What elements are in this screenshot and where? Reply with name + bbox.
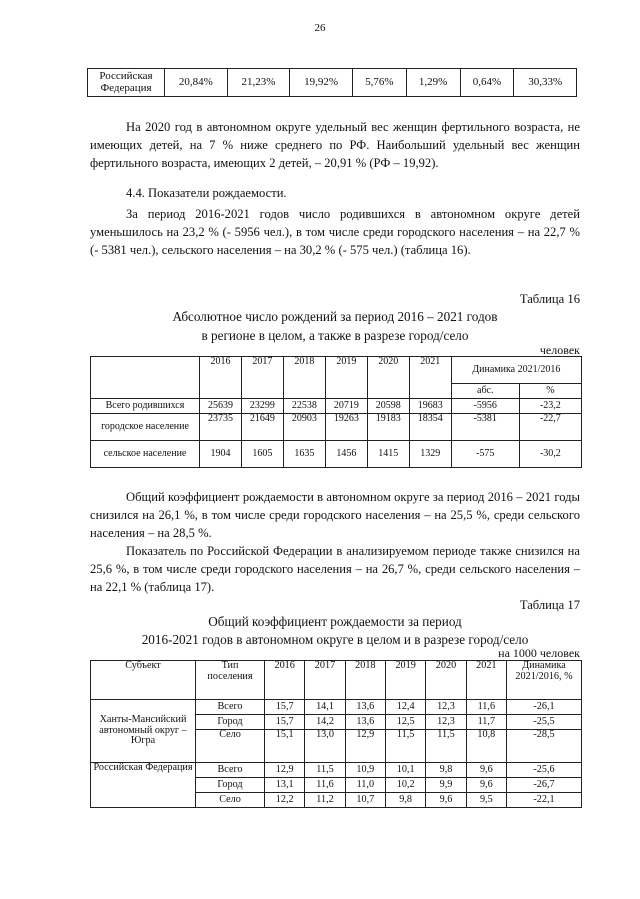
year-header: 2020 bbox=[426, 661, 466, 700]
table-cell: 9,6 bbox=[466, 763, 506, 778]
table-cell: -575 bbox=[451, 441, 519, 468]
year-header: 2018 bbox=[283, 357, 325, 399]
table-cell: 12,5 bbox=[385, 715, 425, 730]
table-cell: 1605 bbox=[241, 441, 283, 468]
table-cell: 19263 bbox=[325, 414, 367, 441]
table-cell: 10,7 bbox=[345, 793, 385, 808]
table-cell: 1904 bbox=[200, 441, 242, 468]
year-header: 2018 bbox=[345, 661, 385, 700]
year-header: 2021 bbox=[409, 357, 451, 399]
table-cell: 11,5 bbox=[385, 730, 425, 763]
table-cell: -28,5 bbox=[507, 730, 582, 763]
table-cell: 21,23% bbox=[227, 69, 290, 97]
table17-label: Таблица 17 bbox=[519, 598, 580, 612]
table-cell: -5956 bbox=[451, 399, 519, 414]
table17-unit: на 1000 человек bbox=[498, 646, 580, 660]
page-number: 26 bbox=[314, 22, 326, 34]
table-cell: 9,8 bbox=[385, 793, 425, 808]
row-label: сельское население bbox=[91, 441, 200, 468]
table-row bbox=[91, 399, 582, 414]
year-header: 2021 bbox=[466, 661, 506, 700]
table-cell: 12,2 bbox=[265, 793, 305, 808]
table-cell: 11,6 bbox=[466, 700, 506, 715]
paragraph-birth-rate-region: Общий коэффициент рождаемости в автономном округе за период 2016 – 2021 годы снизился на 26,1 %, в том числе среди городского населения – на 25,5 %, среди сельского населения – на 28,5 %. bbox=[90, 490, 580, 540]
abs-header: абс. bbox=[451, 384, 519, 399]
table-cell: 23735 bbox=[200, 414, 242, 441]
subject-cell: Российская Федерация bbox=[91, 763, 196, 808]
dynamics-header: Динамика 2021/2016, % bbox=[507, 661, 582, 700]
subject-header: Субъект bbox=[91, 661, 196, 700]
table16 bbox=[90, 356, 582, 468]
paragraph-fertile-women: На 2020 год в автономном округе удельный вес женщин фертильного возраста, не имеющих детей, на 7 % ниже среднего по РФ. Наибольший удельный вес женщин фертильного возраста, имеющих 2 детей, – 20,91 % (РФ – 19,92). bbox=[90, 120, 580, 170]
table-cell: 11,5 bbox=[305, 763, 345, 778]
table-cell: 23299 bbox=[241, 399, 283, 414]
table-cell: 9,8 bbox=[426, 763, 466, 778]
table-cell: 22538 bbox=[283, 399, 325, 414]
table-cell: -26,7 bbox=[507, 778, 582, 793]
table-cell: 14,1 bbox=[305, 700, 345, 715]
table-cell: -23,2 bbox=[519, 399, 581, 414]
table-cell: 12,9 bbox=[345, 730, 385, 763]
year-header: 2016 bbox=[265, 661, 305, 700]
table-cell: -22,7 bbox=[519, 414, 581, 441]
table-cell: 15,7 bbox=[265, 715, 305, 730]
table-row bbox=[91, 763, 582, 778]
table-row bbox=[91, 414, 582, 441]
row-label: Российская Федерация bbox=[88, 69, 165, 97]
table-cell: -22,1 bbox=[507, 793, 582, 808]
table-row bbox=[88, 69, 577, 97]
table-cell: 1329 bbox=[409, 441, 451, 468]
table16-label: Таблица 16 bbox=[519, 292, 580, 306]
year-header: 2017 bbox=[305, 661, 345, 700]
section-heading: 4.4. Показатели рождаемости. bbox=[126, 186, 287, 200]
table-cell: 9,6 bbox=[466, 778, 506, 793]
type-cell: Город bbox=[196, 778, 265, 793]
table-cell: 11,7 bbox=[466, 715, 506, 730]
year-header: 2019 bbox=[325, 357, 367, 399]
table-cell: 11,0 bbox=[345, 778, 385, 793]
table-cell: 21649 bbox=[241, 414, 283, 441]
table-cell: 11,2 bbox=[305, 793, 345, 808]
table-cell: 9,5 bbox=[466, 793, 506, 808]
table-cell: 1415 bbox=[367, 441, 409, 468]
table-cell: 12,3 bbox=[426, 700, 466, 715]
table-cell: 13,6 bbox=[345, 715, 385, 730]
table-cell: -30,2 bbox=[519, 441, 581, 468]
table17-subtitle: 2016-2021 годов в автономном округе в целом и в разрезе город/село bbox=[141, 632, 529, 647]
year-header: 2017 bbox=[241, 357, 283, 399]
type-cell: Село bbox=[196, 730, 265, 763]
header-empty bbox=[91, 357, 200, 399]
table17-title: Общий коэффициент рождаемости за период bbox=[208, 614, 462, 629]
table-cell: 13,0 bbox=[305, 730, 345, 763]
subject-cell: Ханты-Мансийский автономный округ – Югра bbox=[91, 700, 196, 763]
pct-header: % bbox=[519, 384, 581, 399]
table-cell: 9,6 bbox=[426, 793, 466, 808]
table-cell: 15,1 bbox=[265, 730, 305, 763]
table-cell: 13,1 bbox=[265, 778, 305, 793]
table-cell: -26,1 bbox=[507, 700, 582, 715]
table-cell: 19,92% bbox=[290, 69, 353, 97]
table16-subtitle: в регионе в целом, а также в разрезе город/село bbox=[201, 328, 469, 343]
table-cell: -25,5 bbox=[507, 715, 582, 730]
row-label: Всего родившихся bbox=[91, 399, 200, 414]
table-cell: 11,5 bbox=[426, 730, 466, 763]
dynamics-header: Динамика 2021/2016 bbox=[451, 357, 581, 384]
table-cell: 30,33% bbox=[514, 69, 577, 97]
type-header: Тип поселения bbox=[196, 661, 265, 700]
table-cell: -5381 bbox=[451, 414, 519, 441]
top-summary-table bbox=[87, 68, 577, 97]
table-cell: 9,9 bbox=[426, 778, 466, 793]
table-cell: 18354 bbox=[409, 414, 451, 441]
table-row bbox=[91, 700, 582, 715]
table-cell: 20903 bbox=[283, 414, 325, 441]
table-cell: 1635 bbox=[283, 441, 325, 468]
table-cell: 19683 bbox=[409, 399, 451, 414]
table-cell: 20719 bbox=[325, 399, 367, 414]
table16-title: Абсолютное число рождений за период 2016 – 2021 годов bbox=[172, 309, 498, 324]
table-cell: 14,2 bbox=[305, 715, 345, 730]
table-cell: 19183 bbox=[367, 414, 409, 441]
table-header-row bbox=[91, 357, 582, 384]
table-cell: 25639 bbox=[200, 399, 242, 414]
table-cell: 13,6 bbox=[345, 700, 385, 715]
table-row bbox=[91, 441, 582, 468]
year-header: 2019 bbox=[385, 661, 425, 700]
table-cell: -25,6 bbox=[507, 763, 582, 778]
table16-unit: человек bbox=[539, 343, 580, 357]
table-cell: 10,1 bbox=[385, 763, 425, 778]
type-cell: Город bbox=[196, 715, 265, 730]
table-header-row bbox=[91, 661, 582, 700]
table-cell: 1,29% bbox=[406, 69, 460, 97]
table-cell: 20,84% bbox=[165, 69, 228, 97]
table-cell: 20598 bbox=[367, 399, 409, 414]
row-label: городское население bbox=[91, 414, 200, 441]
table-cell: 12,9 bbox=[265, 763, 305, 778]
year-header: 2016 bbox=[200, 357, 242, 399]
table-cell: 11,6 bbox=[305, 778, 345, 793]
table-cell: 0,64% bbox=[460, 69, 514, 97]
table-cell: 10,9 bbox=[345, 763, 385, 778]
table-cell: 12,4 bbox=[385, 700, 425, 715]
table-cell: 1456 bbox=[325, 441, 367, 468]
year-header: 2020 bbox=[367, 357, 409, 399]
type-cell: Всего bbox=[196, 700, 265, 715]
table-cell: 10,8 bbox=[466, 730, 506, 763]
table-cell: 12,3 bbox=[426, 715, 466, 730]
table17 bbox=[90, 660, 582, 808]
table-cell: 5,76% bbox=[352, 69, 406, 97]
table-cell: 15,7 bbox=[265, 700, 305, 715]
paragraph-birth-rate-russia: Показатель по Российской Федерации в анализируемом периоде также снизился на 25,6 %, в том числе среди городского населения – на 26,7 %, среди сельского населения – на 22,1 % (таблица 17). bbox=[90, 544, 580, 594]
paragraph-births-count: За период 2016-2021 годов число родившихся в автономном округе детей уменьшилось на 23,2 % (- 5956 чел.), в том числе среди городского населения – на 22,7 % (- 5381 чел.), сельского населения – на 30,2 % (- 575 чел.) (таблица 16). bbox=[90, 207, 580, 257]
table-cell: 10,2 bbox=[385, 778, 425, 793]
type-cell: Село bbox=[196, 793, 265, 808]
type-cell: Всего bbox=[196, 763, 265, 778]
